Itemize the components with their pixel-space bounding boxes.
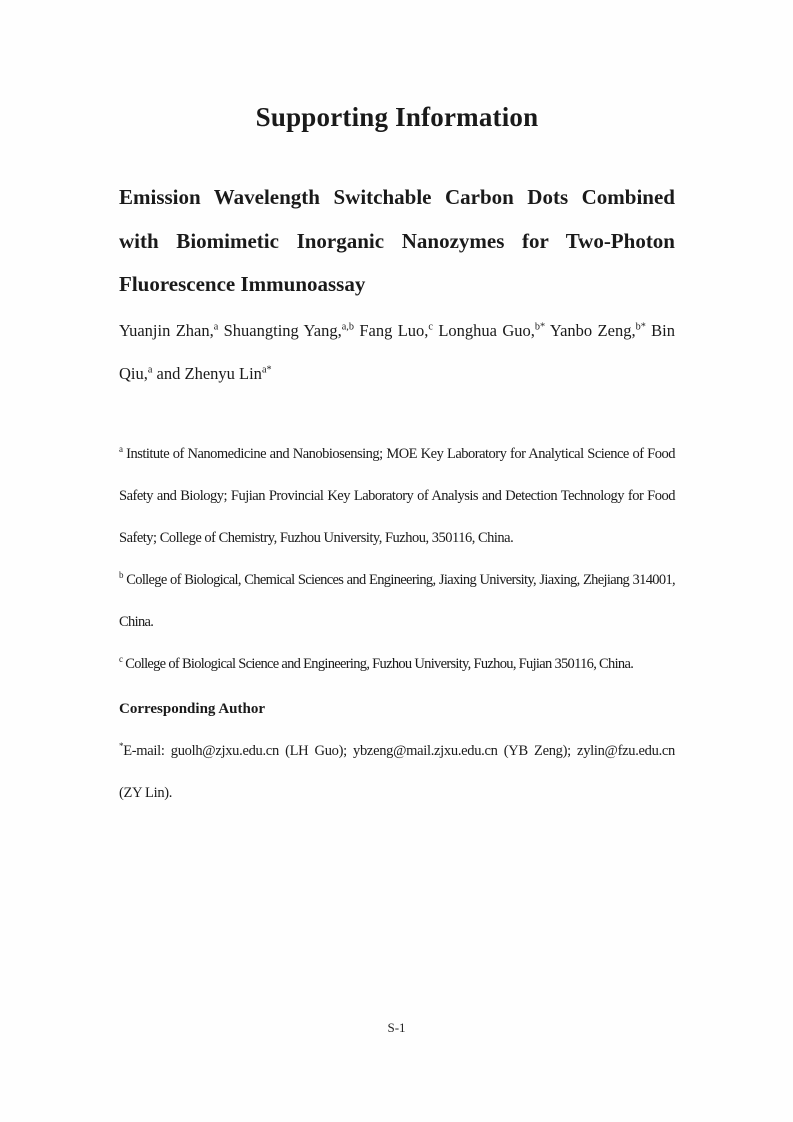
affiliation-c: $^c$ College of Biological Science and Engineering, Fuzhou University, Fuzhou, Fujian 350116, China. (119, 653, 634, 672)
paper-title: Emission Wavelength Switchable Carbon Dots Combined with Biomimetic Inorganic Nanozymes for Two-Photon Fluorescence Immunoassay (119, 185, 675, 296)
corresponding-author-emails: *E-mail: guolh@zjxu.edu.cn (LH Guo); ybzeng@mail.zjxu.edu.cn (YB Zeng); zylin@fzu.edu.cn (ZY Lin). (119, 740, 675, 801)
corresponding-author-heading: Corresponding Author (119, 700, 266, 717)
affiliation-a: $^a$ Institute of Nanomedicine and Nanobiosensing; MOE Key Laboratory for Analytical Science of Food Safety and Biology; Fujian Provincial Key Laboratory of Analysis and Detection Technology for Food Safety; College of Chemistry, Fuzhou University, Fuzhou, 350116, China. (119, 443, 675, 546)
page-content (119, 0, 675, 814)
affiliation-b: $^b$ College of Biological, Chemical Sciences and Engineering, Jiaxing University, Jiaxing, Zhejiang 314001, China. (119, 569, 675, 630)
affiliations-block (119, 433, 675, 685)
supporting-information-heading: Supporting Information (255, 102, 539, 132)
author-list: Yuanjin Zhan,$^a$ Shuangting Yang,$^{a,b}$ Fang Luo,$^c$ Longhua Guo,$^{b*}$ Yanbo Zeng,$^{b*}$ Bin Qiu,$^a$ and Zhenyu Lin$^{a*}$ (119, 320, 675, 383)
page-number: S-1 (387, 1020, 406, 1035)
